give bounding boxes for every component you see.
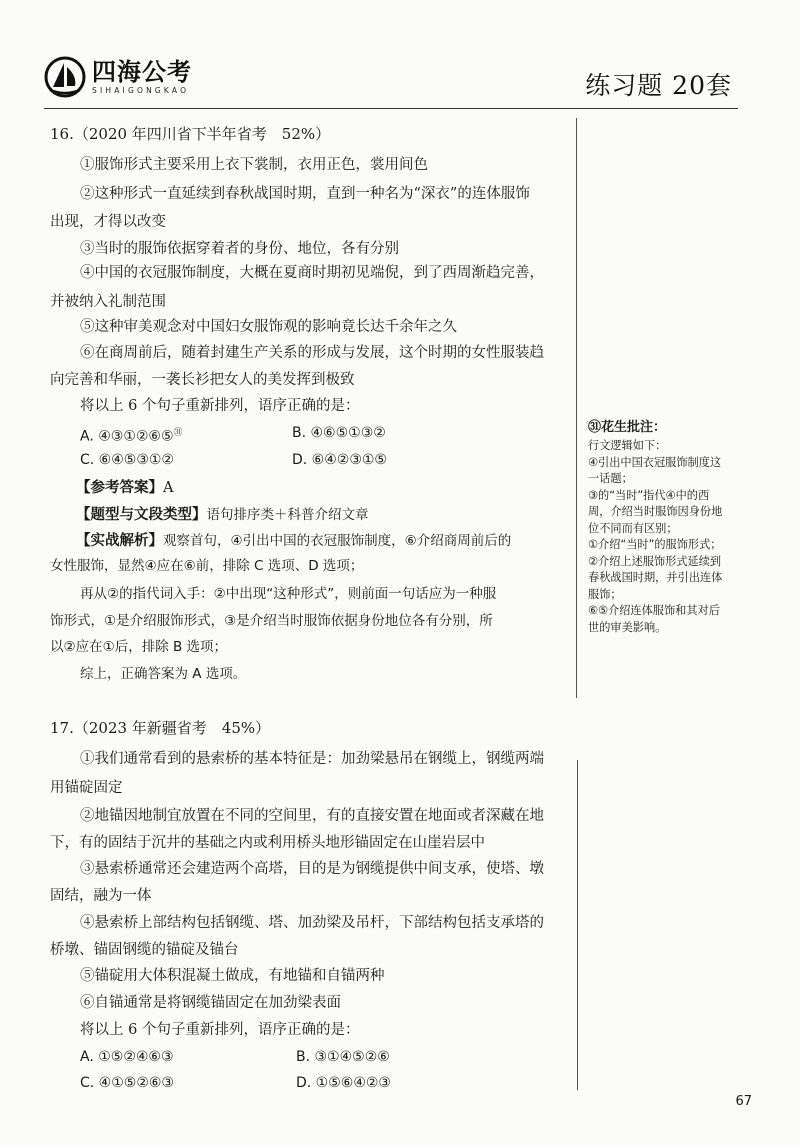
- annotation-marker: ㉛: [173, 428, 183, 438]
- q16-sentence-4: ④中国的衣冠服饰制度，大概在夏商时期初见端倪，到了西周渐趋完善，: [80, 265, 544, 281]
- side-annotation-title: ㉛花生批注：: [588, 420, 667, 435]
- book-set-title: 练习题 20套: [585, 71, 732, 100]
- logo-english-text: SIHAIGONGKAO: [92, 86, 190, 95]
- q16-sentence-3: ③当时的服饰依据穿着者的身份、地位，各有分别: [80, 241, 399, 257]
- page-number: 67: [735, 1094, 752, 1109]
- answer-value: A: [163, 480, 174, 496]
- explanation-label: 【实战解析】: [76, 532, 163, 549]
- side-annotation-line: ①介绍“当时”的服饰形式；: [588, 538, 722, 551]
- side-annotation-line: 服饰；: [588, 587, 622, 601]
- header-divider: [44, 108, 738, 109]
- q16-sentence-1: ①服饰形式主要采用上衣下裳制，衣用正色，裳用间色: [80, 157, 428, 173]
- q16-explanation-4: 饰形式，①是介绍服饰形式，③是介绍当时服饰依据身份地位各有分别，所: [50, 613, 493, 629]
- side-annotation-line: ③的“当时”指代④中的西: [588, 488, 710, 502]
- q17-option-d: D. ①⑤⑥④②③: [296, 1075, 391, 1091]
- column-divider: [576, 118, 577, 698]
- q17-sentence-1-cont: 用锚碇固定: [50, 780, 123, 796]
- q17-sentence-5: ⑤锚碇用大体积混凝土做成，有地锚和自锚两种: [80, 968, 385, 984]
- q16-explanation-2: 女性服饰，显然④应在⑥前，排除 C 选项、D 选项；: [50, 558, 364, 574]
- q16-option-b: B. ④⑥⑤①③②: [292, 425, 386, 441]
- side-annotation-line: ②介绍上述服饰形式延续到: [588, 554, 722, 568]
- q17-sentence-6: ⑥自锚通常是将钢缆锚固定在加劲梁表面: [80, 995, 341, 1011]
- q16-sentence-6-cont: 向完善和华丽，一袭长衫把女人的美发挥到极致: [50, 372, 355, 388]
- column-divider-lower: [577, 760, 578, 1090]
- type-text: 语句排序类＋科普介绍文章: [206, 507, 369, 523]
- q16-explanation-6: 综上，正确答案为 A 选项。: [80, 666, 247, 682]
- q16-answer: [76, 478, 173, 498]
- q17-title: 17.（2023 年新疆省考 45%）: [50, 719, 271, 737]
- side-annotation-line: 行文逻辑如下：: [588, 439, 667, 452]
- q16-prompt: 将以上 6 个句子重新排列，语序正确的是：: [80, 398, 360, 414]
- q16-sentence-2-cont: 出现，才得以改变: [50, 214, 166, 230]
- q17-option-c: C. ④①⑤②⑥③: [80, 1075, 174, 1091]
- logo-chinese-text: 四海公考: [92, 58, 192, 86]
- explanation-text: 观察首句，④引出中国的衣冠服饰制度，⑥介绍商周前后的: [163, 533, 512, 549]
- side-annotation: [588, 416, 758, 636]
- type-label: 【题型与文段类型】: [76, 506, 207, 523]
- q17-sentence-4-cont: 桥墩、锚固钢缆的锚碇及锚台: [50, 942, 239, 958]
- q16-option-a: [80, 423, 183, 447]
- q17-prompt: 将以上 6 个句子重新排列，语序正确的是：: [80, 1022, 360, 1038]
- q17-sentence-2: ②地锚因地制宜放置在不同的空间里，有的直接安置在地面或者深藏在地: [80, 808, 544, 824]
- q16-option-d: D. ⑥④②③①⑤: [292, 452, 387, 468]
- q17-sentence-4: ④悬索桥上部结构包括钢缆、塔、加劲梁及吊杆，下部结构包括支承塔的: [80, 915, 544, 931]
- q17-sentence-1: ①我们通常看到的悬索桥的基本特征是：加劲梁悬吊在钢缆上，钢缆两端: [80, 751, 544, 767]
- q17-sentence-3: ③悬索桥通常还会建造两个高塔，目的是为钢缆提供中间支承，使塔、墩: [80, 861, 544, 877]
- q17-option-a: A. ①⑤②④⑥③: [80, 1049, 174, 1065]
- brand-logo: [44, 56, 192, 98]
- q16-sentence-4-cont: 并被纳入礼制范围: [50, 294, 166, 310]
- q16-option-a-text: A. ④③①②⑥⑤: [80, 428, 174, 445]
- side-annotation-line: 位不同而有区别；: [588, 521, 678, 535]
- sailboat-logo-icon: [44, 56, 86, 98]
- q16-type: [76, 505, 369, 525]
- q17-sentence-3-cont: 固结，融为一体: [50, 888, 152, 904]
- side-annotation-line: 春秋战国时期，并引出连体: [588, 571, 723, 584]
- side-annotation-line: ④引出中国衣冠服饰制度这: [588, 455, 722, 469]
- q16-explanation-3: 再从②的指代词入手：②中出现“这种形式”，则前面一句话应为一种服: [80, 586, 497, 602]
- q16-title: 16.（2020 年四川省下半年省考 52%）: [50, 125, 331, 143]
- q17-option-b: B. ③①④⑤②⑥: [296, 1049, 390, 1065]
- side-annotation-line: 周，介绍当时服饰因身份地: [588, 505, 723, 518]
- side-annotation-line: ⑥⑤介绍连体服饰和其对后: [588, 604, 720, 617]
- side-annotation-line: 世的审美影响。: [588, 620, 667, 634]
- q16-sentence-5: ⑤这种审美观念对中国妇女服饰观的影响竟长达千余年之久: [80, 319, 457, 335]
- answer-label: 【参考答案】: [76, 479, 163, 496]
- q16-option-c: C. ⑥④⑤③①②: [80, 452, 174, 468]
- q16-sentence-6: ⑥在商周前后，随着封建生产关系的形成与发展，这个时期的女性服装趋: [80, 345, 544, 361]
- q16-explanation-5: 以②应在①后，排除 B 选项；: [50, 639, 228, 655]
- q16-sentence-2: ②这种形式一直延续到春秋战国时期，直到一种名为“深衣”的连体服饰: [80, 186, 530, 202]
- q17-sentence-2-cont: 下，有的固结于沉井的基础之内或利用桥头地形锚固定在山崖岩层中: [50, 835, 485, 851]
- q16-explanation-1: [76, 531, 511, 551]
- side-annotation-line: 一话题；: [588, 472, 633, 485]
